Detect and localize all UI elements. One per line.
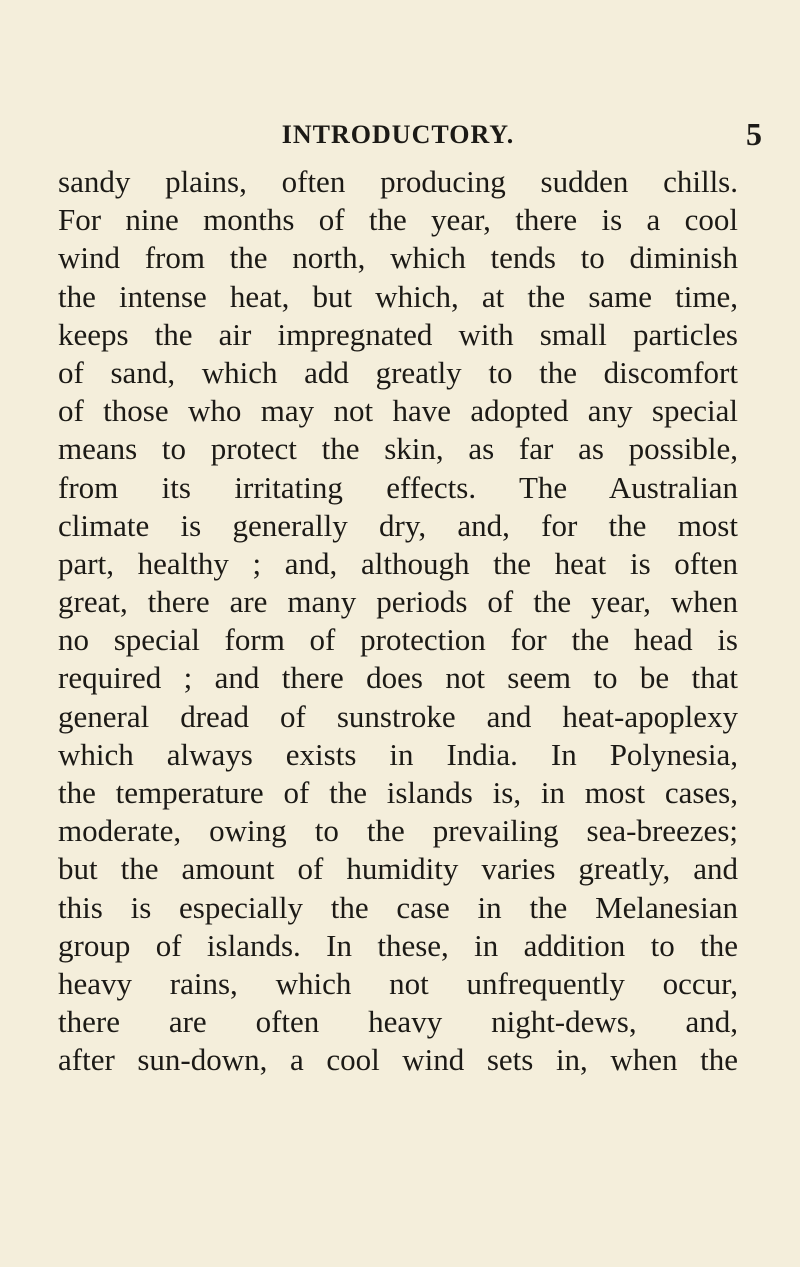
text-line: For nine months of the year, there is a cool <box>58 202 738 238</box>
text-line: this is especially the case in the Melanesian <box>58 889 738 925</box>
text-line: sandy plains, often producing sudden chills. <box>58 164 738 199</box>
text-line: required ; and there does not seem to be that <box>58 660 738 696</box>
text-line: no special form of protection for the head is <box>58 622 738 658</box>
text-line: great, there are many periods of the year, when <box>58 584 738 620</box>
text-line: climate is generally dry, and, for the most <box>58 507 738 543</box>
text-line: means to protect the skin, as far as possible, <box>58 431 738 467</box>
text-line: general dread of sunstroke and heat-apoplexy <box>58 698 738 734</box>
chapter-title: INTRODUCTORY. <box>281 120 515 149</box>
text-line: of those who may not have adopted any special <box>58 393 738 429</box>
page-number: 5 <box>746 116 762 152</box>
running-header <box>58 112 762 162</box>
text-line: wind from the north, which tends to diminish <box>58 240 738 276</box>
text-line: heavy rains, which not unfrequently occur, <box>58 965 738 1001</box>
text-line: which always exists in India. In Polynesia, <box>58 736 738 772</box>
text-line: the intense heat, but which, at the same time, <box>58 278 738 314</box>
body-paragraph <box>58 163 738 1080</box>
text-line: of sand, which add greatly to the discomfort <box>58 354 738 390</box>
text-line: keeps the air impregnated with small particles <box>58 316 738 352</box>
text-line: from its irritating effects. The Australian <box>58 469 738 505</box>
text-line: moderate, owing to the prevailing sea-breezes; <box>58 813 738 849</box>
text-line: part, healthy ; and, although the heat is often <box>58 545 738 581</box>
text-line: but the amount of humidity varies greatly, and <box>58 851 738 887</box>
text-line: after sun-down, a cool wind sets in, when the <box>58 1042 738 1078</box>
text-line: the temperature of the islands is, in most cases, <box>58 775 738 810</box>
text-line: there are often heavy night-dews, and, <box>58 1004 738 1040</box>
text-line: group of islands. In these, in addition to the <box>58 927 738 963</box>
